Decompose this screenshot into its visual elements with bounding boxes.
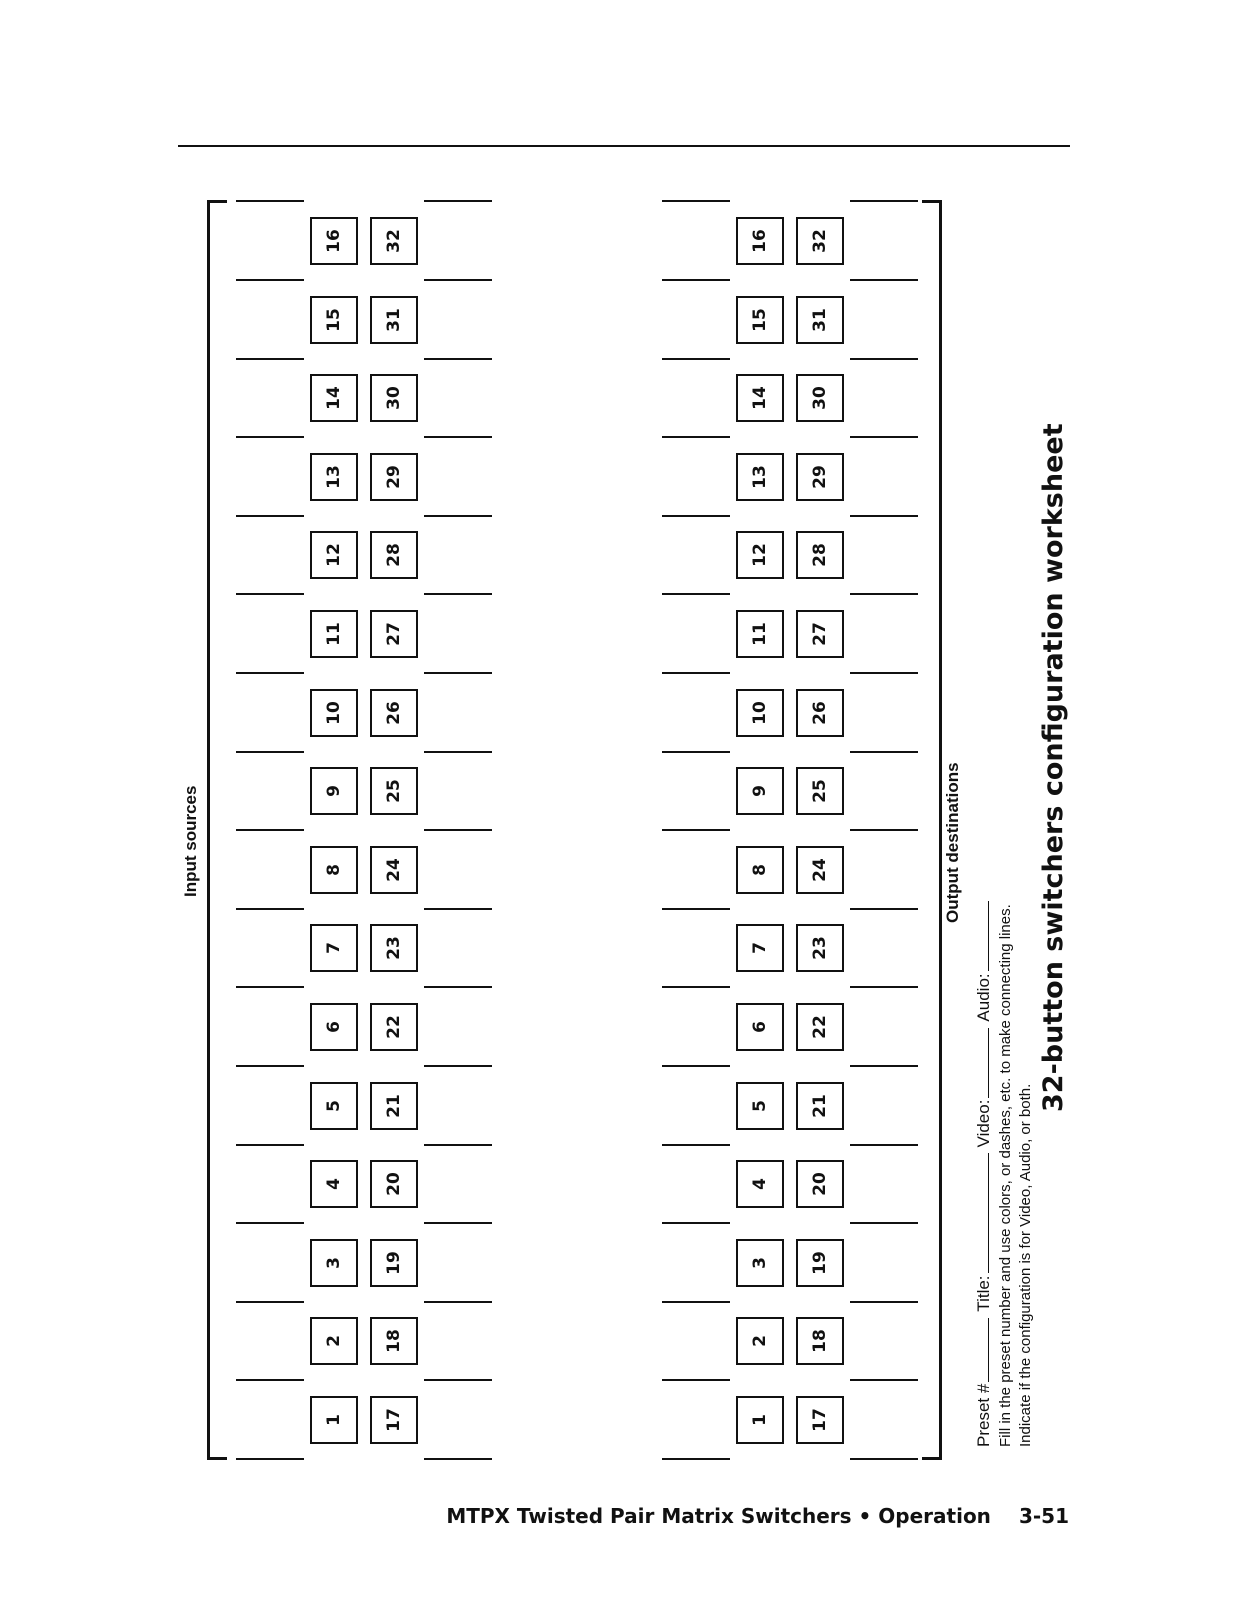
audio-label: Audio: bbox=[974, 973, 993, 1022]
button-number: 22 bbox=[809, 1015, 830, 1039]
input-connection-line[interactable] bbox=[424, 1458, 492, 1460]
input-button-8 bbox=[310, 846, 358, 894]
input-connection-line[interactable] bbox=[236, 593, 304, 595]
output-button-14 bbox=[736, 374, 784, 422]
output-connection-line[interactable] bbox=[850, 1379, 918, 1381]
preset-label: Preset # bbox=[974, 1383, 993, 1447]
input-connection-line[interactable] bbox=[424, 200, 492, 202]
input-connection-line[interactable] bbox=[424, 1301, 492, 1303]
output-connection-line[interactable] bbox=[662, 1144, 730, 1146]
button-number: 25 bbox=[809, 779, 830, 804]
button-number: 4 bbox=[324, 1178, 344, 1191]
output-connection-line[interactable] bbox=[850, 1301, 918, 1303]
output-button-20 bbox=[796, 1160, 844, 1208]
input-button-17 bbox=[370, 1396, 418, 1444]
input-button-27 bbox=[370, 610, 418, 658]
button-number: 24 bbox=[383, 857, 404, 882]
input-button-21 bbox=[370, 1082, 418, 1130]
output-connection-line[interactable] bbox=[662, 279, 730, 281]
button-number: 11 bbox=[749, 622, 770, 646]
button-number: 29 bbox=[809, 464, 830, 489]
button-number: 31 bbox=[383, 307, 404, 332]
input-connection-line[interactable] bbox=[236, 1222, 304, 1224]
button-number: 1 bbox=[750, 1414, 770, 1426]
output-button-19 bbox=[796, 1239, 844, 1287]
input-connection-line[interactable] bbox=[236, 515, 304, 517]
input-button-1 bbox=[310, 1396, 358, 1444]
input-button-12 bbox=[310, 531, 358, 579]
input-button-16 bbox=[310, 217, 358, 265]
button-number: 14 bbox=[323, 386, 344, 411]
input-button-15 bbox=[310, 296, 358, 344]
output-connection-line[interactable] bbox=[662, 1301, 730, 1303]
page-number: 3-51 bbox=[1018, 1504, 1069, 1528]
button-number: 32 bbox=[809, 229, 830, 253]
input-connection-line[interactable] bbox=[424, 1065, 492, 1067]
input-connection-line[interactable] bbox=[236, 436, 304, 438]
button-number: 18 bbox=[383, 1329, 404, 1354]
input-button-11 bbox=[310, 610, 358, 658]
input-connection-line[interactable] bbox=[424, 672, 492, 674]
button-number: 6 bbox=[324, 1021, 344, 1033]
input-button-31 bbox=[370, 296, 418, 344]
button-number: 26 bbox=[383, 700, 404, 725]
input-button-2 bbox=[310, 1317, 358, 1365]
output-button-12 bbox=[736, 531, 784, 579]
button-number: 8 bbox=[750, 863, 770, 876]
title-field[interactable] bbox=[988, 1153, 989, 1273]
input-connection-line[interactable] bbox=[236, 279, 304, 281]
output-button-11 bbox=[736, 610, 784, 658]
input-button-5 bbox=[310, 1082, 358, 1130]
button-number: 23 bbox=[809, 936, 830, 961]
button-number: 29 bbox=[383, 464, 404, 489]
output-connection-line[interactable] bbox=[850, 436, 918, 438]
button-number: 21 bbox=[809, 1093, 830, 1118]
input-connection-line[interactable] bbox=[424, 436, 492, 438]
output-connection-line[interactable] bbox=[662, 358, 730, 360]
instruction-1: Fill in the preset number and use colors, or dashes, etc. to make connecting lines. bbox=[997, 904, 1014, 1447]
button-number: 11 bbox=[323, 622, 344, 646]
output-button-23 bbox=[796, 924, 844, 972]
button-number: 5 bbox=[324, 1099, 344, 1112]
input-button-4 bbox=[310, 1160, 358, 1208]
button-number: 2 bbox=[750, 1335, 770, 1348]
input-button-13 bbox=[310, 453, 358, 501]
output-button-8 bbox=[736, 846, 784, 894]
output-connection-line[interactable] bbox=[662, 515, 730, 517]
output-connection-line[interactable] bbox=[662, 593, 730, 595]
input-connection-line[interactable] bbox=[236, 1379, 304, 1381]
input-connection-line[interactable] bbox=[424, 593, 492, 595]
button-number: 23 bbox=[383, 936, 404, 961]
input-connection-line[interactable] bbox=[424, 279, 492, 281]
output-connection-line[interactable] bbox=[662, 986, 730, 988]
button-number: 16 bbox=[323, 229, 344, 253]
video-label: Video: bbox=[974, 1099, 993, 1148]
audio-field[interactable] bbox=[988, 901, 989, 971]
button-number: 20 bbox=[383, 1172, 404, 1197]
output-connection-line[interactable] bbox=[850, 1065, 918, 1067]
button-number: 26 bbox=[809, 700, 830, 725]
output-connection-line[interactable] bbox=[850, 279, 918, 281]
button-number: 25 bbox=[383, 779, 404, 804]
output-connection-line[interactable] bbox=[850, 1144, 918, 1146]
button-number: 20 bbox=[809, 1172, 830, 1197]
input-connection-line[interactable] bbox=[236, 200, 304, 202]
output-button-4 bbox=[736, 1160, 784, 1208]
button-number: 13 bbox=[749, 464, 770, 489]
button-number: 21 bbox=[383, 1093, 404, 1118]
output-button-24 bbox=[796, 846, 844, 894]
output-connection-line[interactable] bbox=[850, 515, 918, 517]
button-number: 9 bbox=[750, 785, 770, 798]
input-connection-line[interactable] bbox=[424, 358, 492, 360]
output-button-15 bbox=[736, 296, 784, 344]
button-number: 5 bbox=[750, 1099, 770, 1112]
output-connection-line[interactable] bbox=[850, 829, 918, 831]
input-connection-line[interactable] bbox=[236, 1301, 304, 1303]
button-number: 4 bbox=[750, 1178, 770, 1191]
input-connection-line[interactable] bbox=[236, 986, 304, 988]
button-number: 7 bbox=[324, 942, 344, 955]
button-number: 1 bbox=[324, 1414, 344, 1426]
output-button-6 bbox=[736, 1003, 784, 1051]
input-sources-label: Input sources bbox=[181, 785, 200, 897]
output-connection-line[interactable] bbox=[850, 751, 918, 753]
video-field[interactable] bbox=[988, 1028, 989, 1098]
footer-text: MTPX Twisted Pair Matrix Switchers • Operation bbox=[446, 1504, 991, 1528]
input-connection-line[interactable] bbox=[424, 908, 492, 910]
output-connection-line[interactable] bbox=[662, 1222, 730, 1224]
output-connection-line[interactable] bbox=[850, 593, 918, 595]
title-label: Title: bbox=[974, 1275, 993, 1312]
button-number: 17 bbox=[383, 1408, 404, 1432]
input-connection-line[interactable] bbox=[236, 751, 304, 753]
output-button-25 bbox=[796, 767, 844, 815]
input-connection-line[interactable] bbox=[424, 751, 492, 753]
button-number: 19 bbox=[383, 1250, 404, 1275]
button-number: 27 bbox=[809, 622, 830, 646]
input-button-3 bbox=[310, 1239, 358, 1287]
output-button-13 bbox=[736, 453, 784, 501]
output-button-3 bbox=[736, 1239, 784, 1287]
output-button-10 bbox=[736, 689, 784, 737]
output-connection-line[interactable] bbox=[662, 672, 730, 674]
output-button-16 bbox=[736, 217, 784, 265]
input-connection-line[interactable] bbox=[424, 986, 492, 988]
input-connection-line[interactable] bbox=[236, 829, 304, 831]
input-connection-line[interactable] bbox=[424, 1144, 492, 1146]
page-footer bbox=[446, 1504, 1069, 1528]
button-number: 24 bbox=[809, 857, 830, 882]
output-connection-line[interactable] bbox=[662, 1458, 730, 1460]
input-connection-line[interactable] bbox=[236, 1065, 304, 1067]
input-button-22 bbox=[370, 1003, 418, 1051]
output-button-9 bbox=[736, 767, 784, 815]
input-button-25 bbox=[370, 767, 418, 815]
input-connection-line[interactable] bbox=[424, 829, 492, 831]
output-connection-line[interactable] bbox=[850, 1222, 918, 1224]
input-button-7 bbox=[310, 924, 358, 972]
input-connection-line[interactable] bbox=[236, 908, 304, 910]
input-connection-line[interactable] bbox=[236, 1144, 304, 1146]
output-button-18 bbox=[796, 1317, 844, 1365]
output-button-21 bbox=[796, 1082, 844, 1130]
output-connection-line[interactable] bbox=[662, 829, 730, 831]
button-number: 14 bbox=[749, 386, 770, 411]
button-number: 12 bbox=[323, 543, 344, 568]
output-button-22 bbox=[796, 1003, 844, 1051]
input-connection-line[interactable] bbox=[424, 1379, 492, 1381]
button-number: 12 bbox=[749, 543, 770, 568]
input-bracket bbox=[207, 200, 227, 1460]
button-number: 3 bbox=[750, 1256, 770, 1269]
button-number: 28 bbox=[383, 543, 404, 568]
output-connection-line[interactable] bbox=[850, 358, 918, 360]
output-connection-line[interactable] bbox=[850, 672, 918, 674]
output-connection-line[interactable] bbox=[662, 436, 730, 438]
button-number: 7 bbox=[750, 942, 770, 955]
button-number: 10 bbox=[749, 700, 770, 725]
button-number: 6 bbox=[750, 1021, 770, 1033]
button-number: 30 bbox=[383, 386, 404, 411]
output-connection-line[interactable] bbox=[662, 1379, 730, 1381]
output-button-30 bbox=[796, 374, 844, 422]
input-connection-line[interactable] bbox=[424, 515, 492, 517]
output-connection-line[interactable] bbox=[662, 200, 730, 202]
button-number: 17 bbox=[809, 1408, 830, 1432]
output-button-2 bbox=[736, 1317, 784, 1365]
input-button-28 bbox=[370, 531, 418, 579]
input-button-32 bbox=[370, 217, 418, 265]
output-button-27 bbox=[796, 610, 844, 658]
button-number: 19 bbox=[809, 1250, 830, 1275]
output-connection-line[interactable] bbox=[662, 1065, 730, 1067]
output-connection-line[interactable] bbox=[850, 986, 918, 988]
output-button-5 bbox=[736, 1082, 784, 1130]
input-connection-line[interactable] bbox=[236, 672, 304, 674]
button-number: 8 bbox=[324, 863, 344, 876]
input-button-30 bbox=[370, 374, 418, 422]
button-number: 30 bbox=[809, 386, 830, 411]
input-button-29 bbox=[370, 453, 418, 501]
input-button-20 bbox=[370, 1160, 418, 1208]
header-rule bbox=[178, 145, 1070, 147]
input-button-26 bbox=[370, 689, 418, 737]
output-button-28 bbox=[796, 531, 844, 579]
instruction-2: Indicate if the configuration is for Video, Audio, or both. bbox=[1017, 1083, 1034, 1447]
form-line bbox=[974, 901, 994, 1447]
output-button-32 bbox=[796, 217, 844, 265]
output-button-31 bbox=[796, 296, 844, 344]
input-button-9 bbox=[310, 767, 358, 815]
output-button-1 bbox=[736, 1396, 784, 1444]
output-destinations-label: Output destinations bbox=[943, 762, 962, 923]
input-button-14 bbox=[310, 374, 358, 422]
input-button-19 bbox=[370, 1239, 418, 1287]
button-number: 27 bbox=[383, 622, 404, 646]
preset-field[interactable] bbox=[988, 1318, 989, 1382]
button-number: 22 bbox=[383, 1015, 404, 1039]
output-button-29 bbox=[796, 453, 844, 501]
button-number: 3 bbox=[324, 1256, 344, 1269]
button-number: 13 bbox=[323, 464, 344, 489]
input-button-24 bbox=[370, 846, 418, 894]
button-number: 2 bbox=[324, 1335, 344, 1348]
input-button-23 bbox=[370, 924, 418, 972]
output-connection-line[interactable] bbox=[662, 908, 730, 910]
button-number: 10 bbox=[323, 700, 344, 725]
input-button-18 bbox=[370, 1317, 418, 1365]
button-number: 15 bbox=[749, 307, 770, 332]
button-number: 28 bbox=[809, 543, 830, 568]
input-connection-line[interactable] bbox=[236, 358, 304, 360]
output-connection-line[interactable] bbox=[850, 908, 918, 910]
input-button-6 bbox=[310, 1003, 358, 1051]
input-connection-line[interactable] bbox=[424, 1222, 492, 1224]
output-button-26 bbox=[796, 689, 844, 737]
button-number: 32 bbox=[383, 229, 404, 253]
output-connection-line[interactable] bbox=[662, 751, 730, 753]
output-bracket bbox=[922, 200, 942, 1460]
button-number: 16 bbox=[749, 229, 770, 253]
output-connection-line[interactable] bbox=[850, 1458, 918, 1460]
button-number: 15 bbox=[323, 307, 344, 332]
output-connection-line[interactable] bbox=[850, 200, 918, 202]
output-button-7 bbox=[736, 924, 784, 972]
input-connection-line[interactable] bbox=[236, 1458, 304, 1460]
input-button-10 bbox=[310, 689, 358, 737]
worksheet-title: 32-button switchers configuration worksheet bbox=[1038, 423, 1069, 1112]
button-number: 18 bbox=[809, 1329, 830, 1354]
button-number: 9 bbox=[324, 785, 344, 798]
output-button-17 bbox=[796, 1396, 844, 1444]
button-number: 31 bbox=[809, 307, 830, 332]
